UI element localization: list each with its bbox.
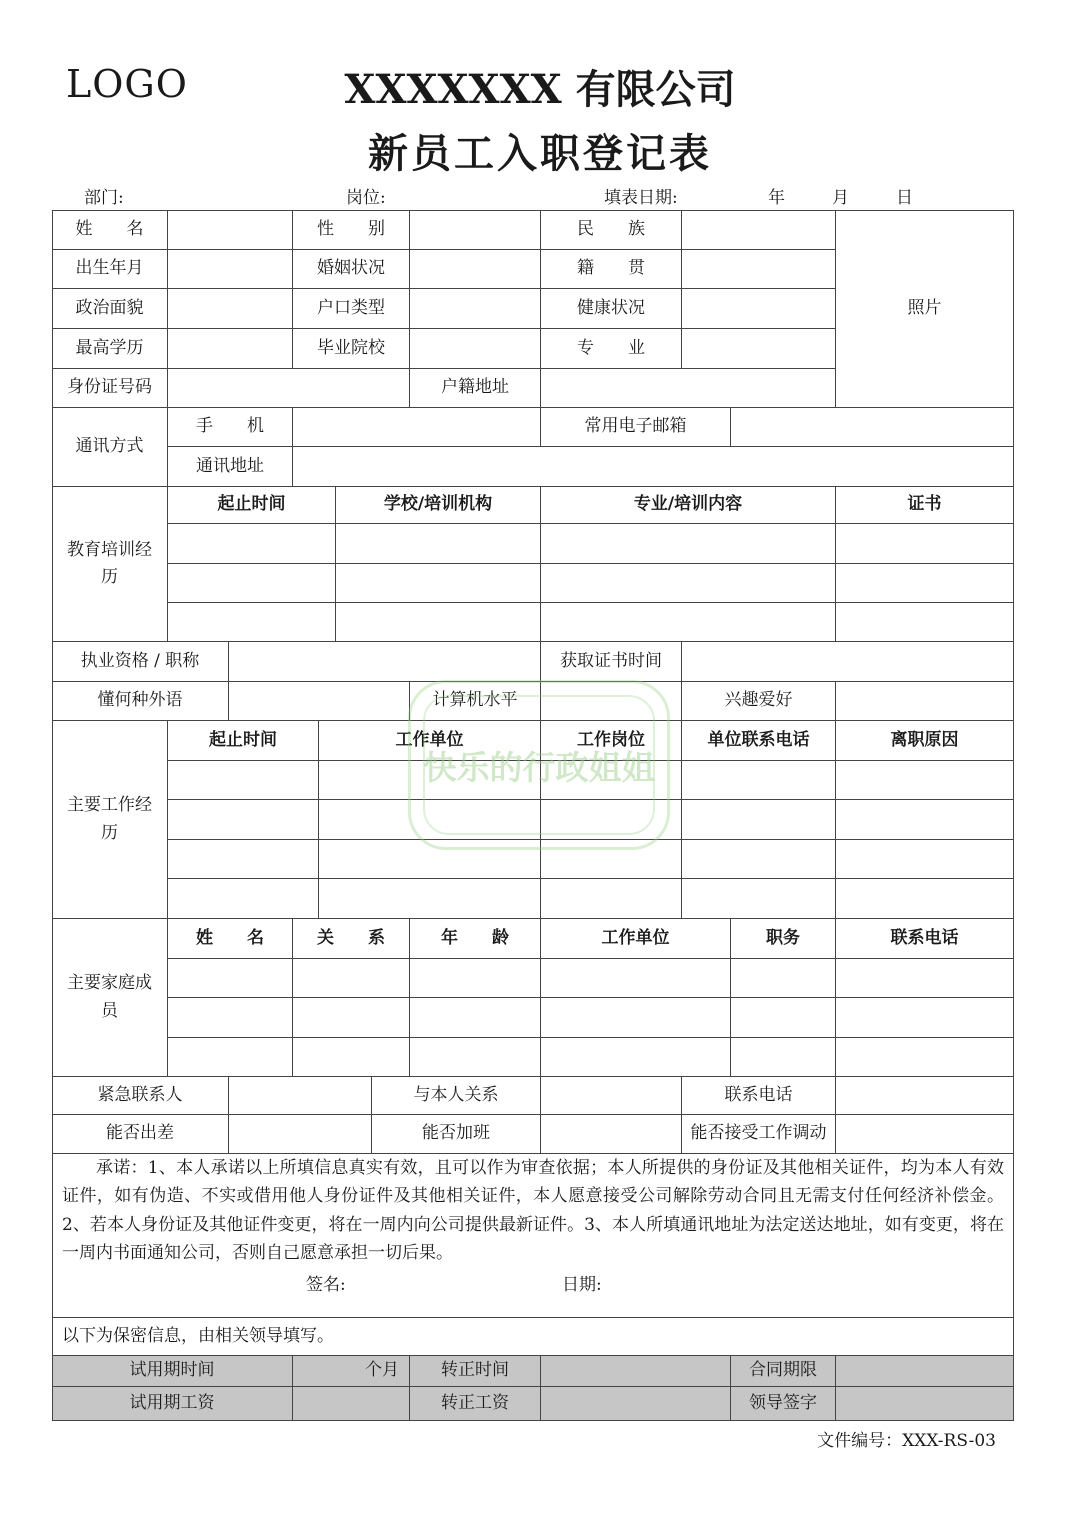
- work-cell[interactable]: [541, 879, 682, 919]
- field-emergency-phone[interactable]: [836, 1077, 1014, 1115]
- label-emergency-phone: 联系电话: [682, 1077, 836, 1115]
- work-cell[interactable]: [319, 800, 541, 840]
- work-header-period: 起止时间: [168, 721, 319, 761]
- family-cell[interactable]: [836, 959, 1014, 998]
- family-cell[interactable]: [168, 959, 293, 998]
- family-cell[interactable]: [541, 959, 731, 998]
- edu-cell[interactable]: [836, 564, 1014, 603]
- work-cell[interactable]: [168, 840, 319, 879]
- work-cell[interactable]: [319, 840, 541, 879]
- edu-cell[interactable]: [541, 603, 836, 642]
- family-cell[interactable]: [836, 998, 1014, 1038]
- label-address: 通讯地址: [168, 447, 293, 487]
- label-birth: 出生年月: [52, 250, 168, 289]
- work-cell[interactable]: [836, 840, 1014, 879]
- work-cell[interactable]: [541, 761, 682, 800]
- field-id-number[interactable]: [168, 369, 410, 408]
- field-major[interactable]: [682, 329, 836, 369]
- edu-cell[interactable]: [541, 564, 836, 603]
- field-hobbies[interactable]: [836, 682, 1014, 721]
- label-education: 最高学历: [52, 329, 168, 369]
- field-travel[interactable]: [229, 1115, 372, 1154]
- date-label: 日期:: [562, 1275, 602, 1295]
- field-probation-salary[interactable]: [293, 1387, 410, 1421]
- field-emergency-contact[interactable]: [229, 1077, 372, 1115]
- field-name[interactable]: [168, 210, 293, 250]
- label-email: 常用电子邮箱: [541, 408, 731, 447]
- work-cell[interactable]: [836, 879, 1014, 919]
- label-transfer: 能否接受工作调动: [682, 1115, 836, 1154]
- work-cell[interactable]: [682, 761, 836, 800]
- label-travel: 能否出差: [52, 1115, 229, 1154]
- field-contract-term[interactable]: [836, 1356, 1014, 1387]
- work-header-company: 工作单位: [319, 721, 541, 761]
- label-emergency-contact: 紧急联系人: [52, 1077, 229, 1115]
- label-languages: 懂何种外语: [52, 682, 229, 721]
- months-unit[interactable]: 个月: [293, 1356, 410, 1387]
- family-header-relation: 关 系: [293, 919, 410, 959]
- work-cell[interactable]: [319, 879, 541, 919]
- family-cell[interactable]: [731, 998, 836, 1038]
- label-cert-time: 获取证书时间: [541, 642, 682, 682]
- label-computer: 计算机水平: [410, 682, 541, 721]
- work-cell[interactable]: [682, 840, 836, 879]
- field-ethnicity[interactable]: [682, 210, 836, 250]
- edu-cell[interactable]: [541, 524, 836, 564]
- field-gender[interactable]: [410, 210, 541, 250]
- family-cell[interactable]: [293, 1038, 410, 1077]
- family-cell[interactable]: [731, 1038, 836, 1077]
- family-cell[interactable]: [541, 1038, 731, 1077]
- fill-date-label: 填表日期:: [604, 188, 678, 208]
- field-marital[interactable]: [410, 250, 541, 289]
- label-regular-salary: 转正工资: [410, 1387, 541, 1421]
- field-cert-time[interactable]: [682, 642, 1014, 682]
- label-hobbies: 兴趣爱好: [682, 682, 836, 721]
- work-cell[interactable]: [836, 800, 1014, 840]
- department-label: 部门:: [84, 188, 124, 208]
- form-title: 新员工入职登记表: [368, 130, 712, 177]
- field-native[interactable]: [682, 250, 836, 289]
- label-health: 健康状况: [541, 289, 682, 329]
- photo-cell[interactable]: 照片: [836, 210, 1014, 408]
- family-cell[interactable]: [410, 959, 541, 998]
- family-cell[interactable]: [168, 1038, 293, 1077]
- label-native: 籍 贯: [541, 250, 682, 289]
- field-overtime[interactable]: [541, 1115, 682, 1154]
- field-emergency-relation[interactable]: [541, 1077, 682, 1115]
- logo-text: LOGO: [66, 62, 188, 106]
- label-mobile: 手 机: [168, 408, 293, 447]
- label-contact: 通讯方式: [52, 408, 168, 487]
- edu-cell[interactable]: [168, 564, 336, 603]
- work-cell[interactable]: [541, 800, 682, 840]
- family-header-company: 工作单位: [541, 919, 731, 959]
- field-mobile[interactable]: [293, 408, 541, 447]
- label-hukou-type: 户口类型: [293, 289, 410, 329]
- label-family: 主要家庭成员: [52, 919, 168, 1077]
- label-marital: 婚姻状况: [293, 250, 410, 289]
- label-regular-time: 转正时间: [410, 1356, 541, 1387]
- family-header-phone: 联系电话: [836, 919, 1014, 959]
- label-probation-time: 试用期时间: [52, 1356, 293, 1387]
- field-birth[interactable]: [168, 250, 293, 289]
- field-computer[interactable]: [541, 682, 682, 721]
- edu-header-school: 学校/培训机构: [336, 487, 541, 524]
- label-work-history: 主要工作经历: [52, 721, 168, 919]
- family-header-title: 职务: [731, 919, 836, 959]
- label-name: 姓 名: [52, 210, 168, 250]
- label-emergency-relation: 与本人关系: [372, 1077, 541, 1115]
- field-school[interactable]: [410, 329, 541, 369]
- family-header-name: 姓 名: [168, 919, 293, 959]
- field-regular-time[interactable]: [541, 1356, 731, 1387]
- edu-header-period: 起止时间: [168, 487, 336, 524]
- edu-cell[interactable]: [336, 524, 541, 564]
- label-id-number: 身份证号码: [52, 369, 168, 408]
- label-leader-sign: 领导签字: [731, 1387, 836, 1421]
- file-number: 文件编号：XXX-RS-03: [817, 1431, 996, 1451]
- family-cell[interactable]: [410, 998, 541, 1038]
- promise-text: 承诺：1、本人承诺以上所填信息真实有效，且可以作为审查依据；本人所提供的身份证及其他相关证件，均为本人有效证件，如有伪造、不实或借用他人身份证件及其他相关证件，本人愿意接受公司解除劳动合同且无需支付任何经济补偿金。2、若本人身份证及其他证件变更，将在一周内向公司提供最新证件。3、本人所填通讯地址为法定送达地址，如有变更，将在一周内书面通知公司，否则自己愿意承担一切后果。: [62, 1158, 1004, 1263]
- date-year: 年: [768, 188, 785, 208]
- field-transfer[interactable]: [836, 1115, 1014, 1154]
- field-hukou-type[interactable]: [410, 289, 541, 329]
- date-day: 日: [896, 188, 913, 208]
- field-political[interactable]: [168, 289, 293, 329]
- field-email[interactable]: [731, 408, 1014, 447]
- field-regular-salary[interactable]: [541, 1387, 731, 1421]
- family-cell[interactable]: [541, 998, 731, 1038]
- work-cell[interactable]: [319, 761, 541, 800]
- work-cell[interactable]: [168, 761, 319, 800]
- field-qualification[interactable]: [229, 642, 541, 682]
- edu-cell[interactable]: [336, 564, 541, 603]
- field-address[interactable]: [293, 447, 1014, 487]
- label-overtime: 能否加班: [372, 1115, 541, 1154]
- family-cell[interactable]: [293, 998, 410, 1038]
- work-header-phone: 单位联系电话: [682, 721, 836, 761]
- field-health[interactable]: [682, 289, 836, 329]
- family-cell[interactable]: [836, 1038, 1014, 1077]
- field-hukou-address[interactable]: [541, 369, 836, 408]
- label-hukou-address: 户籍地址: [410, 369, 541, 408]
- family-cell[interactable]: [293, 959, 410, 998]
- work-header-reason: 离职原因: [836, 721, 1014, 761]
- work-cell[interactable]: [168, 800, 319, 840]
- edu-header-major: 专业/培训内容: [541, 487, 836, 524]
- work-cell[interactable]: [682, 800, 836, 840]
- sign-label: 签名:: [306, 1275, 346, 1295]
- label-ethnicity: 民 族: [541, 210, 682, 250]
- label-school: 毕业院校: [293, 329, 410, 369]
- label-major: 专 业: [541, 329, 682, 369]
- date-month: 月: [832, 188, 849, 208]
- label-contract-term: 合同期限: [731, 1356, 836, 1387]
- label-probation-salary: 试用期工资: [52, 1387, 293, 1421]
- family-cell[interactable]: [410, 1038, 541, 1077]
- work-cell[interactable]: [541, 840, 682, 879]
- field-languages[interactable]: [229, 682, 410, 721]
- family-cell[interactable]: [731, 959, 836, 998]
- work-cell[interactable]: [168, 879, 319, 919]
- label-political: 政治面貌: [52, 289, 168, 329]
- edu-cell[interactable]: [168, 524, 336, 564]
- field-education[interactable]: [168, 329, 293, 369]
- company-name: XXXXXXX 有限公司: [344, 66, 736, 113]
- family-cell[interactable]: [168, 998, 293, 1038]
- watermark-stamp: 快乐的行政姐姐: [408, 680, 670, 850]
- work-cell[interactable]: [682, 879, 836, 919]
- edu-cell[interactable]: [836, 603, 1014, 642]
- label-education-history: 教育培训经历: [52, 487, 168, 642]
- label-gender: 性 别: [293, 210, 410, 250]
- label-qualification: 执业资格 / 职称: [52, 642, 229, 682]
- position-label: 岗位:: [346, 188, 386, 208]
- edu-cell[interactable]: [836, 524, 1014, 564]
- confidential-note: 以下为保密信息，由相关领导填写。: [52, 1318, 1014, 1356]
- field-leader-sign[interactable]: [836, 1387, 1014, 1421]
- family-header-age: 年 龄: [410, 919, 541, 959]
- edu-cell[interactable]: [168, 603, 336, 642]
- edu-cell[interactable]: [336, 603, 541, 642]
- work-cell[interactable]: [836, 761, 1014, 800]
- work-header-position: 工作岗位: [541, 721, 682, 761]
- edu-header-certificate: 证书: [836, 487, 1014, 524]
